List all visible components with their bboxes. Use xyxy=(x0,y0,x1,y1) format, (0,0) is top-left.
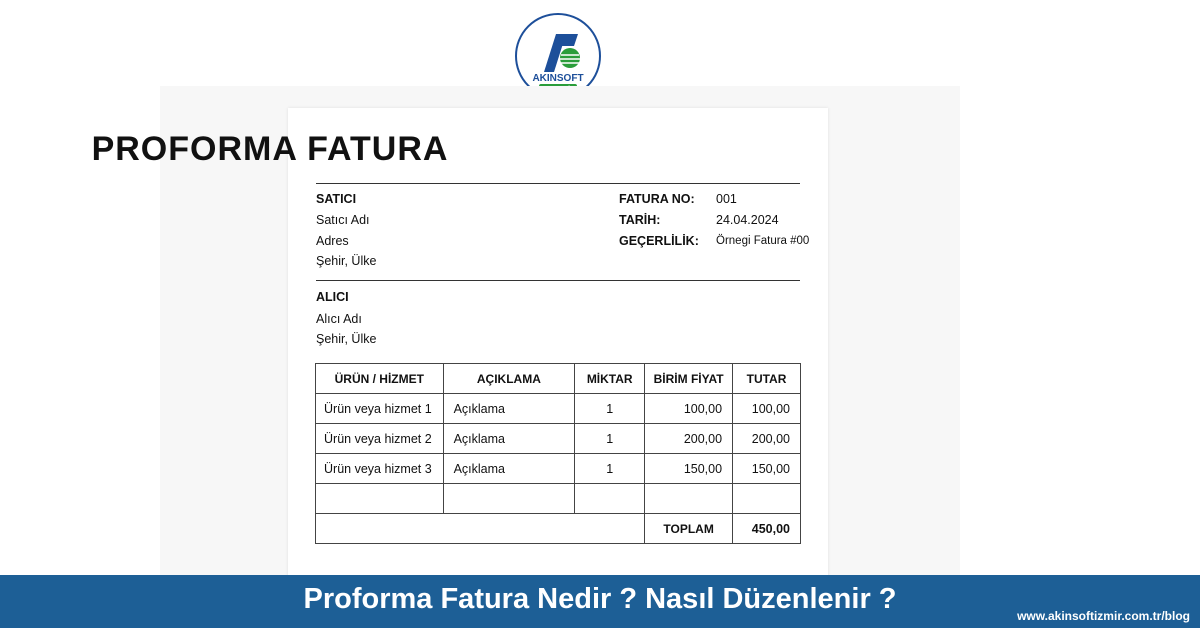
cell-quantity: 1 xyxy=(575,424,645,454)
buyer-city: Şehir, Ülke xyxy=(316,332,377,346)
cell-empty xyxy=(316,484,444,514)
date-value: 24.04.2024 xyxy=(716,213,779,227)
col-header-product: ÜRÜN / HİZMET xyxy=(316,364,444,394)
cell-empty xyxy=(733,484,801,514)
total-label: TOPLAM xyxy=(645,514,733,544)
cell-description: Açıklama xyxy=(443,424,575,454)
table-row xyxy=(316,424,801,454)
divider xyxy=(316,183,800,184)
cell-unit-price: 100,00 xyxy=(645,394,733,424)
cell-unit-price: 200,00 xyxy=(645,424,733,454)
divider xyxy=(316,280,800,281)
banner-title: Proforma Fatura Nedir ? Nasıl Düzenlenir ? xyxy=(303,583,897,615)
cell-unit-price: 150,00 xyxy=(645,454,733,484)
col-header-amount: TUTAR xyxy=(733,364,801,394)
buyer-label: ALICI xyxy=(316,290,349,304)
table-total-row xyxy=(316,514,801,544)
cell-quantity: 1 xyxy=(575,454,645,484)
seller-address: Adres xyxy=(316,234,349,248)
items-table xyxy=(315,363,801,544)
validity-label: GEÇERLİLİK: xyxy=(619,234,699,248)
cell-description: Açıklama xyxy=(443,454,575,484)
cell-empty xyxy=(575,484,645,514)
cell-product: Ürün veya hizmet 3 xyxy=(316,454,444,484)
cell-empty xyxy=(316,514,645,544)
cell-product: Ürün veya hizmet 1 xyxy=(316,394,444,424)
table-row-empty xyxy=(316,484,801,514)
cell-amount: 150,00 xyxy=(733,454,801,484)
table-row xyxy=(316,394,801,424)
date-label: TARİH: xyxy=(619,213,661,227)
col-header-quantity: MİKTAR xyxy=(575,364,645,394)
cell-amount: 200,00 xyxy=(733,424,801,454)
svg-text:AKINSOFT: AKINSOFT xyxy=(532,73,584,84)
cell-product: Ürün veya hizmet 2 xyxy=(316,424,444,454)
seller-label: SATICI xyxy=(316,192,357,206)
col-header-description: AÇIKLAMA xyxy=(443,364,575,394)
cell-quantity: 1 xyxy=(575,394,645,424)
validity-value: Örnegi Fatura #00 xyxy=(716,235,810,247)
invoice-no-label: FATURA NO: xyxy=(619,192,695,206)
invoice-title: PROFORMA FATURA xyxy=(91,130,449,168)
table-row xyxy=(316,454,801,484)
cell-empty xyxy=(645,484,733,514)
banner-url: www.akinsoftizmir.com.tr/blog xyxy=(1017,609,1190,623)
total-value: 450,00 xyxy=(733,514,801,544)
invoice-no-value: 001 xyxy=(716,192,737,206)
cell-amount: 100,00 xyxy=(733,394,801,424)
buyer-name: Alıcı Adı xyxy=(316,312,362,326)
seller-city: Şehir, Ülke xyxy=(316,254,377,268)
cell-description: Açıklama xyxy=(443,394,575,424)
col-header-unit-price: BİRİM FİYAT xyxy=(645,364,733,394)
seller-name: Satıcı Adı xyxy=(316,213,370,227)
cell-empty xyxy=(443,484,575,514)
table-header-row xyxy=(316,364,801,394)
